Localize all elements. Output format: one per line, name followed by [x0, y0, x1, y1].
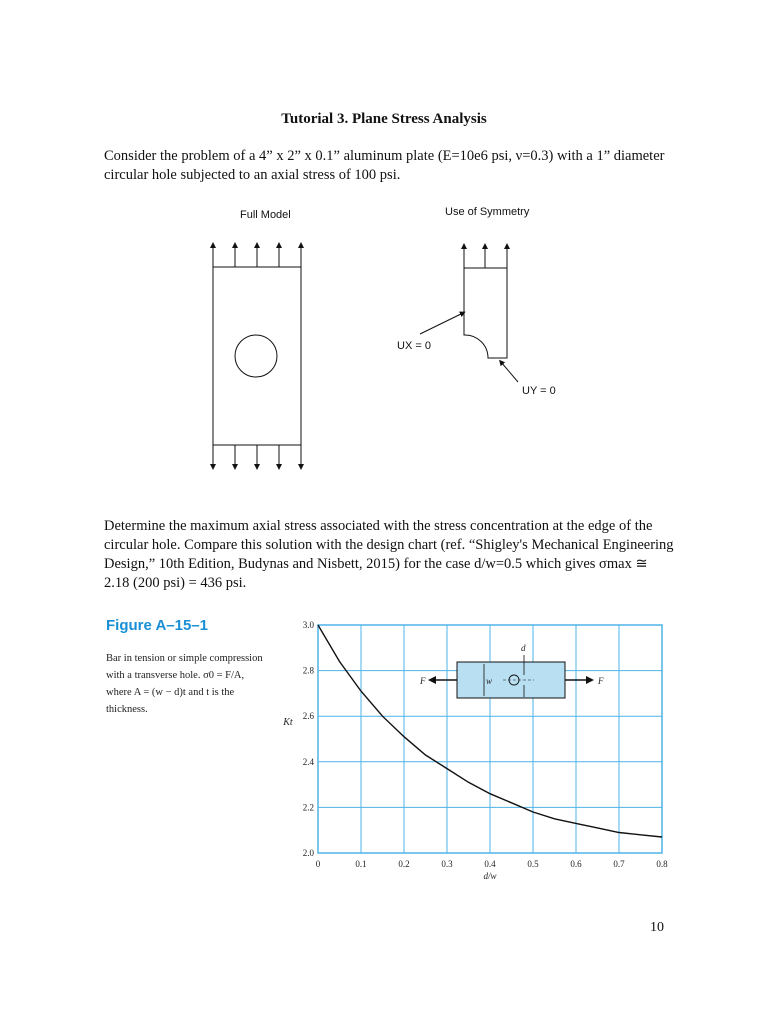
y-tick-label: 2.2	[302, 802, 314, 813]
y-tick-label: 2.4	[302, 756, 314, 767]
x-tick-label: 0.4	[484, 859, 496, 869]
y-tick-label: 2.8	[302, 665, 314, 676]
x-tick-label: 0.2	[398, 859, 410, 869]
inset-force-left-label: F	[420, 676, 426, 686]
symmetry-label: Use of Symmetry	[445, 206, 530, 218]
inset-w-label: w	[486, 676, 493, 686]
y-tick-label: 3.0	[302, 620, 314, 630]
question-text: Determine the maximum axial stress associated with the stress concentration at the edge of the circular hole. Compare this solution with the design chart (ref. “Shigley's Mechanical Engineering Design,” 10th Edition, Budynas and Nisbett, 2015) for the case d/w=0.5 which gives σmax ≅ 2.18 (200 psi) = 436 psi.	[104, 518, 674, 591]
y-tick-label: 2.0	[302, 848, 314, 858]
x-tick-label: 0.7	[613, 859, 625, 869]
problem-statement: Consider the problem of a 4” x 2” x 0.1” aluminum plate (E=10e6 psi, ν=0.3) with a 1” diameter circular hole subjected to an axial stress of 100 psi.	[104, 148, 665, 183]
figure-title: Figure A–15–1	[106, 617, 208, 634]
page-title: Tutorial 3. Plane Stress Analysis	[281, 111, 487, 127]
x-tick-label: 0.8	[656, 859, 668, 869]
inset-d-label: d	[521, 643, 526, 653]
x-tick-label: 0.6	[570, 859, 582, 869]
ux-label: UX = 0	[397, 340, 431, 352]
x-tick-label: 0.3	[441, 859, 453, 869]
x-tick-label: 0	[315, 859, 321, 869]
page-number: 10	[650, 920, 664, 935]
figure-caption: Bar in tension or simple compression with a transverse hole. σ0 = F/A, where A = (w − d)t and t is the thickness.	[106, 653, 263, 715]
inset-force-left-arrow	[428, 676, 436, 684]
y-tick-label: 2.6	[302, 711, 314, 722]
inset-force-right-arrow	[586, 676, 594, 684]
uy-label: UY = 0	[522, 385, 556, 397]
full-model-label: Full Model	[240, 209, 291, 221]
y-axis-label: Kt	[283, 717, 293, 728]
inset-force-right-label: F	[598, 676, 604, 686]
x-axis-label: d/w	[483, 871, 497, 881]
x-tick-label: 0.5	[527, 859, 539, 869]
x-tick-label: 0.1	[355, 859, 367, 869]
